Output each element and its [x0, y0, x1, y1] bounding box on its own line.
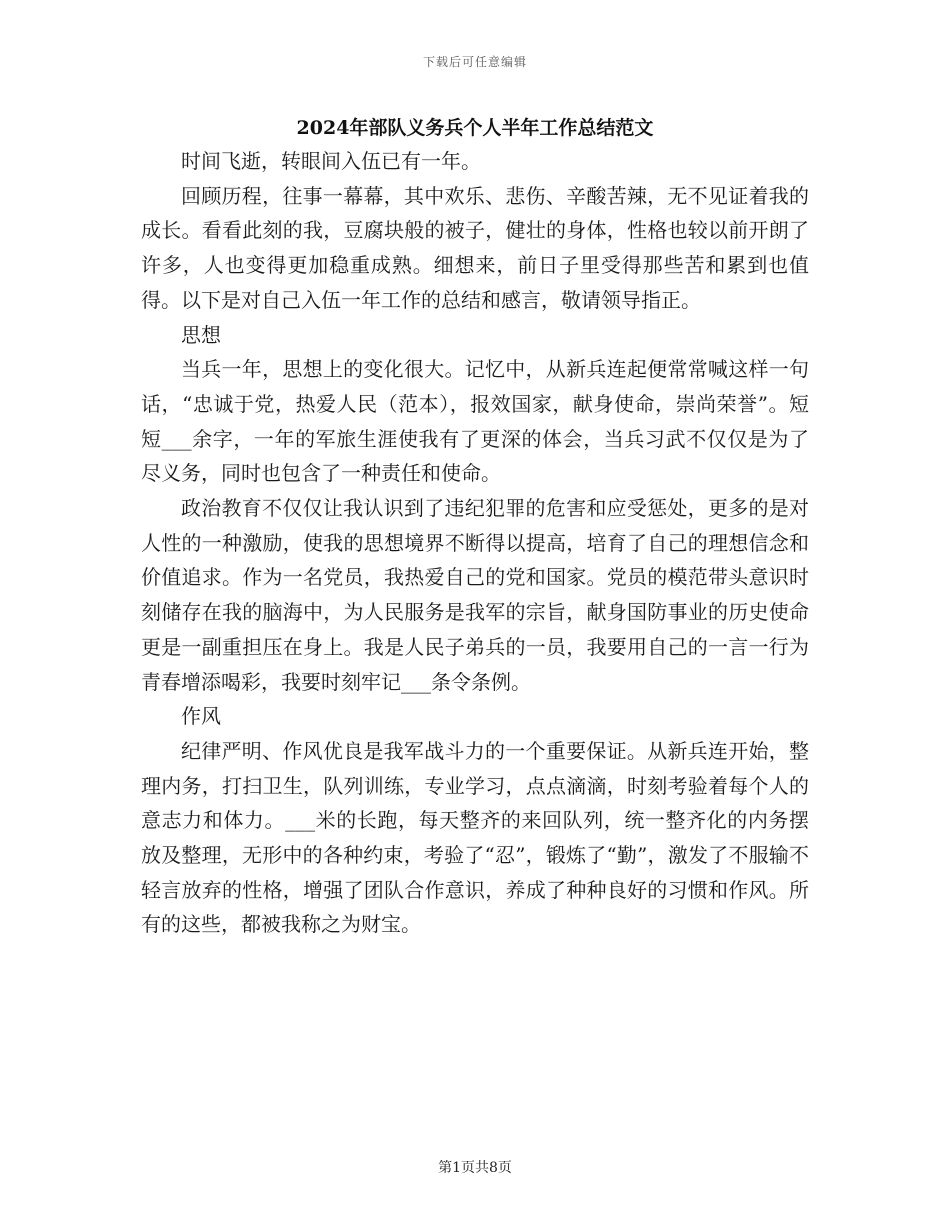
section-heading-style: 作风	[181, 704, 221, 729]
document-title: 2024年部队义务兵个人半年工作总结范文	[296, 117, 654, 139]
paragraph-review: 回顾历程，往事一幕幕，其中欢乐、悲伤、辛酸苦辣，无不见证着我的成长。看看此刻的我，豆腐块般的被子，健壮的身体，性格也较以前开朗了许多，人也变得更加稳重成熟。细想来，前日子里受得那些苦和累到也值得。以下是对自己入伍一年工作的总结和感言，敬请领导指正。	[141, 183, 809, 312]
paragraph-thought-2: 政治教育不仅仅让我认识到了违纪犯罪的危害和应受惩处，更多的是对人性的一种激励，使我的思想境界不断得以提高，培育了自己的理想信念和价值追求。作为一名党员，我热爱自己的党和国家。党员的模范带头意识时刻储存在我的脑海中，为人民服务是我军的宗旨，献身国防事业的历史使命更是一副重担压在身上。我是人民子弟兵的一员，我要用自己的一言一行为青春增添喝彩，我要时刻牢记___条令条例。	[141, 496, 809, 694]
paragraph-style: 纪律严明、作风优良是我军战斗力的一个重要保证。从新兵连开始，整理内务，打扫卫生，队列训练，专业学习，点点滴滴，时刻考验着每个人的意志力和体力。___米的长跑，每天整齐的来回队列，统一整齐化的内务摆放及整理，无形中的各种约束，考验了“忍”，锻炼了“勤”，激发了不服输不轻言放弃的性格，增强了团队合作意识，养成了种种良好的习惯和作风。所有的这些，都被我称之为财宝。	[141, 738, 809, 937]
section-heading-thought: 思想	[181, 322, 221, 347]
page-number: 第1页共8页	[438, 1160, 512, 1176]
paragraph-thought-1: 当兵一年，思想上的变化很大。记忆中，从新兵连起便常常喊这样一句话，“忠诚于党，热爱人民（范本），报效国家，献身使命，崇尚荣誉”。短短___余字，一年的军旅生涯使我有了更深的体会，当兵习武不仅仅是为了尽义务，同时也包含了一种责任和使命。	[141, 357, 809, 486]
header-note: 下载后可任意编辑	[422, 55, 527, 69]
paragraph-intro: 时间飞逝，转眼间入伍已有一年。	[181, 149, 481, 173]
document-body	[141, 112, 809, 942]
